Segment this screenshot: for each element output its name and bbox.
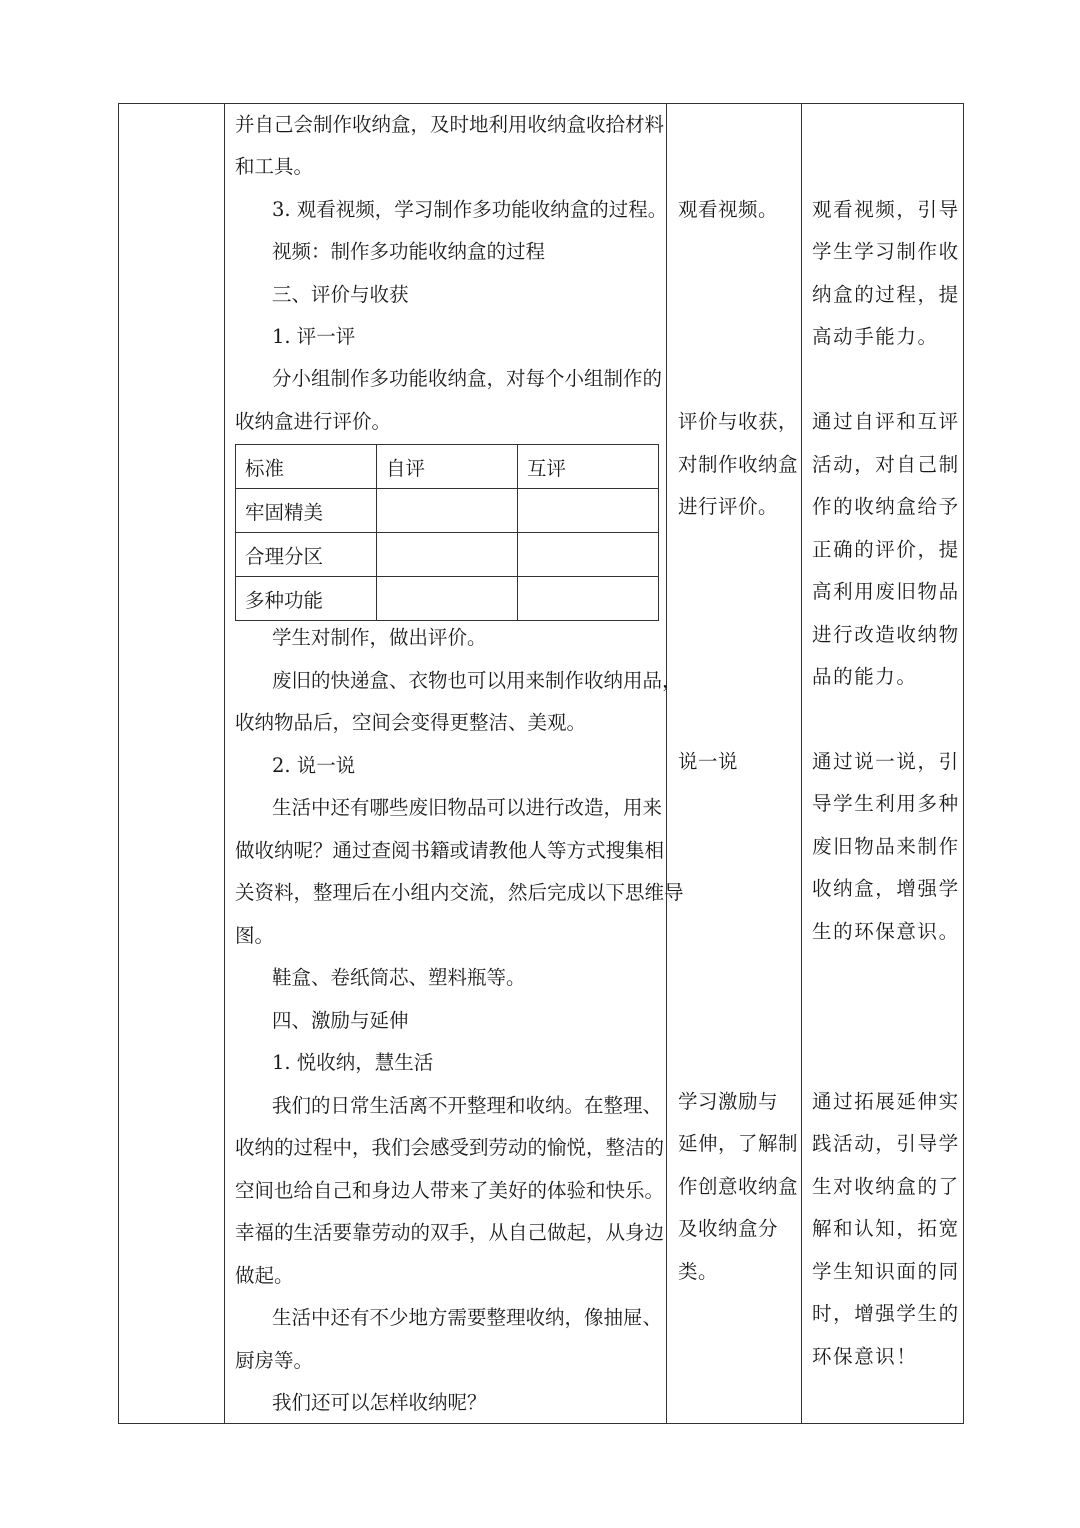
process-text-line: 做收纳呢？通过查阅书籍或请教他人等方式搜集相	[235, 839, 665, 862]
evaluation-table	[235, 444, 659, 621]
self-eval-cell	[377, 533, 518, 577]
student-activity-line: 学习激励与	[678, 1090, 779, 1113]
process-text-line: 生活中还有哪些废旧物品可以进行改造，用来	[272, 796, 663, 819]
design-intent-line: 通过自评和互评	[812, 410, 960, 433]
process-text-line: 收纳盒进行评价。	[235, 410, 392, 433]
student-activity-line: 观看视频。	[678, 198, 779, 221]
design-intent-line: 纳盒的过程，提	[812, 283, 960, 306]
column-divider-3	[801, 103, 802, 1424]
process-text-line: 收纳的过程中，我们会感受到劳动的愉悦，整洁的	[235, 1136, 665, 1159]
table-row	[236, 489, 659, 533]
process-text-line: 废旧的快递盒、衣物也可以用来制作收纳用品，	[272, 669, 682, 692]
student-activity-line: 进行评价。	[678, 495, 779, 518]
design-intent-line: 进行改造收纳物	[812, 623, 960, 646]
process-text-line: 鞋盒、卷纸筒芯、塑料瓶等。	[272, 966, 526, 989]
criterion-cell: 牢固精美	[236, 489, 377, 533]
process-step-heading: 1. 评一评	[272, 325, 356, 348]
student-activity-line: 及收纳盒分	[678, 1217, 779, 1240]
student-activity-line: 对制作收纳盒	[678, 453, 799, 476]
process-text-line: 我们还可以怎样收纳呢？	[272, 1391, 487, 1414]
student-activity-line: 作创意收纳盒	[678, 1175, 799, 1198]
process-text-line: 关资料，整理后在小组内交流，然后完成以下思维导	[235, 881, 684, 904]
design-intent-line: 活动，对自己制	[812, 453, 960, 476]
column-divider-2	[666, 103, 667, 1424]
table-row	[236, 533, 659, 577]
design-intent-line: 学生学习制作收	[812, 240, 960, 263]
design-intent-line: 废旧物品来制作	[812, 835, 960, 858]
process-text-line: 我们的日常生活离不开整理和收纳。在整理、	[272, 1094, 663, 1117]
design-intent-line: 通过拓展延伸实	[812, 1090, 960, 1113]
design-intent-line: 生的环保意识。	[812, 920, 960, 943]
design-intent-line: 时，增强学生的	[812, 1302, 960, 1325]
self-eval-cell	[377, 489, 518, 533]
section-heading: 四、激励与延伸	[272, 1009, 409, 1032]
process-step-heading: 3. 观看视频，学习制作多功能收纳盒的过程。	[272, 198, 668, 221]
design-intent-line: 践活动，引导学	[812, 1132, 960, 1155]
process-step-heading: 2. 说一说	[272, 754, 356, 777]
process-text-line: 做起。	[235, 1264, 294, 1287]
process-text-line: 厨房等。	[235, 1349, 314, 1372]
design-intent-line: 解和认知，拓宽	[812, 1217, 960, 1240]
process-text-line: 并自己会制作收纳盒，及时地利用收纳盒收拾材料	[235, 113, 665, 136]
process-text-line: 收纳物品后，空间会变得更整洁、美观。	[235, 711, 587, 734]
table-header-row	[236, 445, 659, 489]
design-intent-line: 正确的评价，提	[812, 538, 960, 561]
process-text-line: 幸福的生活要靠劳动的双手，从自己做起，从身边	[235, 1221, 665, 1244]
design-intent-line: 学生知识面的同	[812, 1260, 960, 1283]
design-intent-line: 作的收纳盒给予	[812, 495, 960, 518]
process-text-line: 学生对制作，做出评价。	[272, 626, 487, 649]
process-text-line: 视频：制作多功能收纳盒的过程	[272, 240, 546, 263]
peer-eval-cell	[518, 489, 659, 533]
section-heading: 三、评价与收获	[272, 283, 409, 306]
table-row	[236, 577, 659, 621]
design-intent-line: 观看视频，引导	[812, 198, 960, 221]
table-header-cell: 自评	[377, 445, 518, 489]
student-activity-line: 评价与收获，	[678, 410, 799, 433]
process-text-line: 图。	[235, 924, 275, 947]
criterion-cell: 合理分区	[236, 533, 377, 577]
table-header-cell: 互评	[518, 445, 659, 489]
process-text-line: 分小组制作多功能收纳盒，对每个小组制作的	[272, 367, 663, 390]
peer-eval-cell	[518, 533, 659, 577]
process-step-heading: 1. 悦收纳，慧生活	[272, 1051, 434, 1074]
process-text-line: 和工具。	[235, 155, 314, 178]
design-intent-line: 高利用废旧物品	[812, 580, 960, 603]
peer-eval-cell	[518, 577, 659, 621]
process-text-line: 空间也给自己和身边人带来了美好的体验和快乐。	[235, 1179, 665, 1202]
criterion-cell: 多种功能	[236, 577, 377, 621]
design-intent-line: 通过说一说，引	[812, 750, 960, 773]
design-intent-line: 高动手能力。	[812, 325, 939, 348]
design-intent-line: 品的能力。	[812, 665, 918, 688]
design-intent-line: 收纳盒，增强学	[812, 877, 960, 900]
self-eval-cell	[377, 577, 518, 621]
student-activity-line: 类。	[678, 1260, 719, 1283]
process-text-line: 生活中还有不少地方需要整理收纳，像抽屉、	[272, 1306, 663, 1329]
column-divider-1	[224, 103, 225, 1424]
student-activity-line: 说一说	[678, 750, 739, 773]
design-intent-line: 导学生利用多种	[812, 792, 960, 815]
table-header-cell: 标准	[236, 445, 377, 489]
design-intent-line: 生对收纳盒的了	[812, 1175, 960, 1198]
design-intent-line: 环保意识！	[812, 1345, 918, 1368]
student-activity-line: 延伸，了解制	[678, 1132, 799, 1155]
